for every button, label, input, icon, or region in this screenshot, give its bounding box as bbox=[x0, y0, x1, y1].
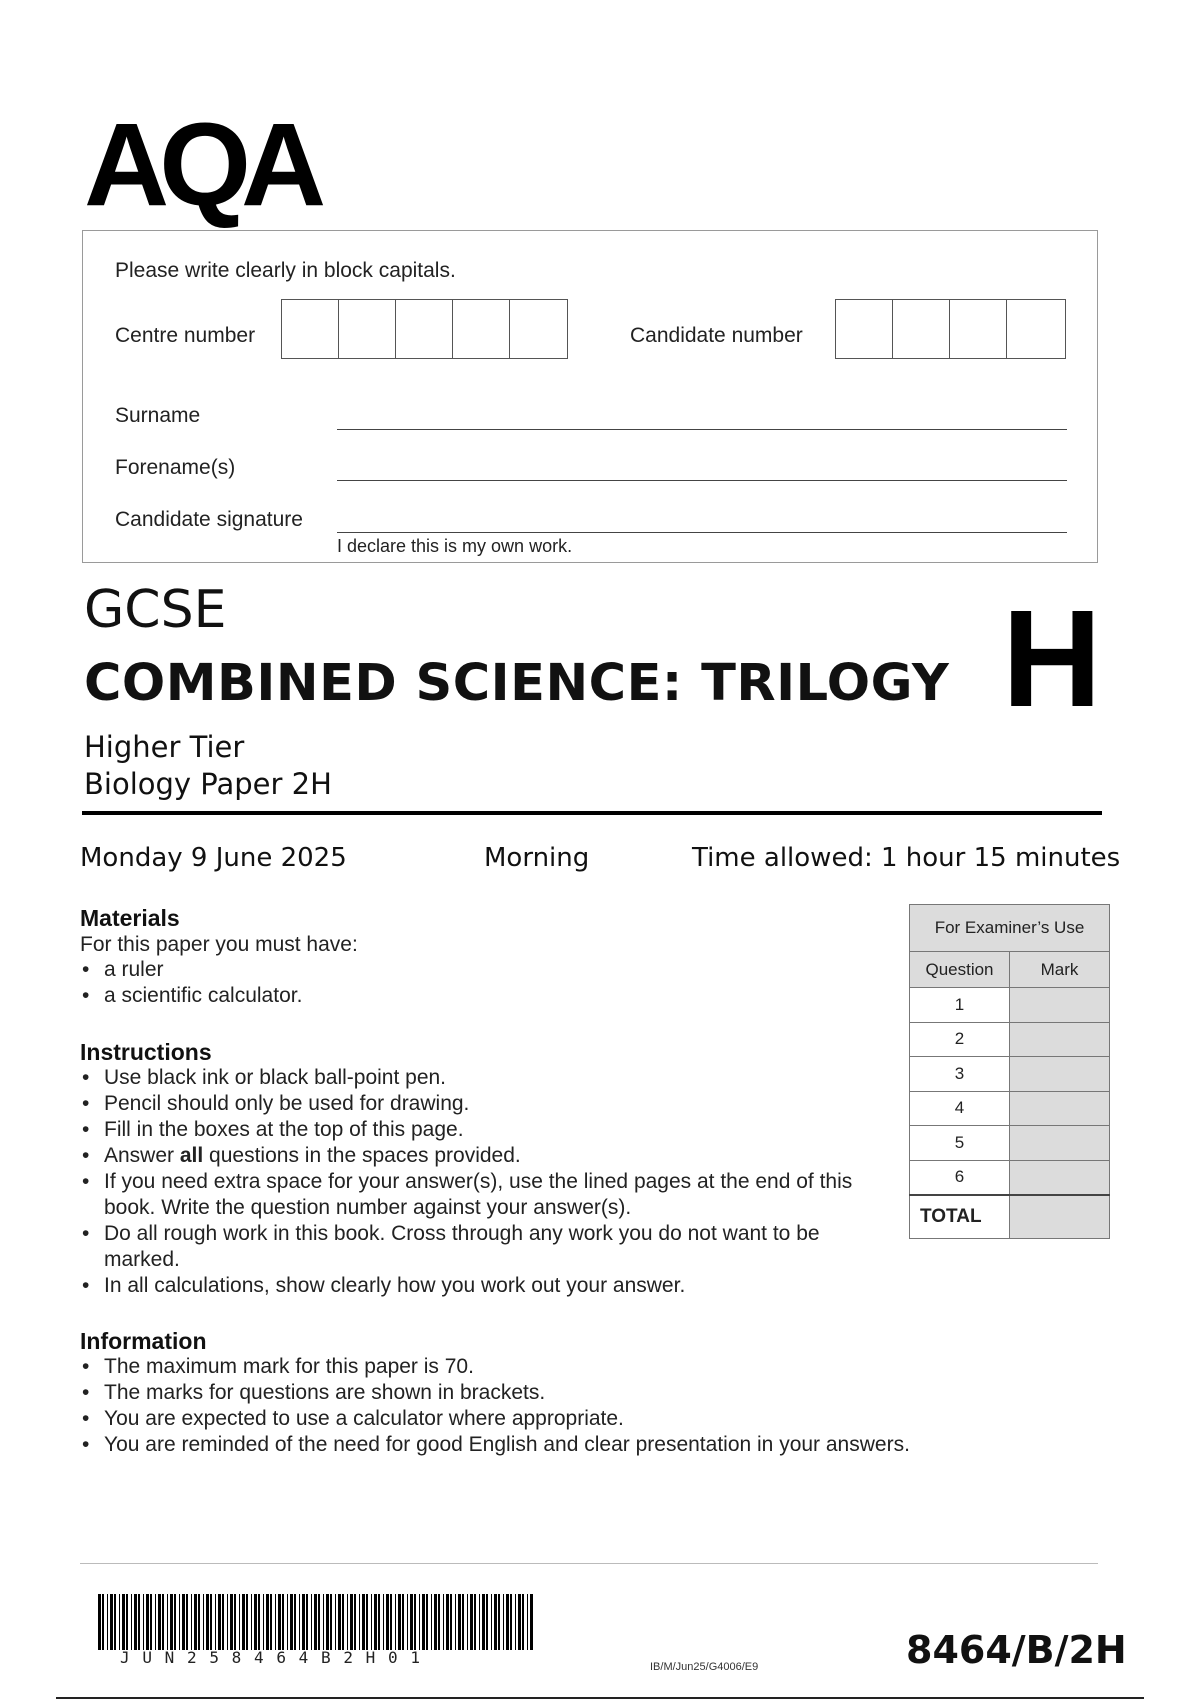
title-divider bbox=[82, 811, 1102, 815]
materials-list bbox=[80, 957, 302, 1009]
block-capitals-instruction: Please write clearly in block capitals. bbox=[115, 259, 456, 282]
table-row bbox=[910, 1057, 1110, 1092]
instructions-heading: Instructions bbox=[80, 1039, 212, 1065]
tier-letter: H bbox=[1002, 582, 1102, 736]
question-column-header: Question bbox=[910, 952, 1010, 988]
list-item: • The maximum mark for this paper is 70. bbox=[80, 1354, 1080, 1380]
candidate-number-boxes bbox=[835, 299, 1066, 359]
exam-date: Monday 9 June 2025 bbox=[80, 843, 347, 873]
list-item: • The marks for questions are shown in brackets. bbox=[80, 1380, 1080, 1406]
document-reference: IB/M/Jun25/G4006/E9 bbox=[650, 1661, 759, 1673]
signature-label: Candidate signature bbox=[115, 508, 303, 531]
list-item: • Use black ink or black ball-point pen. bbox=[80, 1065, 900, 1091]
centre-number-cell[interactable] bbox=[510, 300, 567, 358]
surname-label: Surname bbox=[115, 404, 201, 427]
list-item: • Answer all questions in the spaces provided. bbox=[80, 1143, 900, 1169]
total-row bbox=[910, 1195, 1110, 1239]
question-number: 1 bbox=[910, 988, 1010, 1023]
materials-intro: For this paper you must have: bbox=[80, 933, 358, 956]
subject-title: COMBINED SCIENCE: TRILOGY bbox=[84, 654, 950, 713]
aqa-logo: AQA bbox=[84, 99, 317, 231]
barcode bbox=[98, 1594, 536, 1650]
information-list bbox=[80, 1354, 1080, 1458]
time-allowed: Time allowed: 1 hour 15 minutes bbox=[692, 843, 1121, 873]
information-heading: Information bbox=[80, 1328, 207, 1354]
instructions-list bbox=[80, 1065, 900, 1299]
paper-code: 8464/B/2H bbox=[906, 1628, 1127, 1672]
candidate-details-box bbox=[82, 230, 1098, 563]
footer-divider bbox=[80, 1563, 1098, 1564]
table-row bbox=[910, 988, 1110, 1023]
table-row bbox=[910, 1160, 1110, 1195]
table-row bbox=[910, 1126, 1110, 1161]
candidate-number-cell[interactable] bbox=[950, 300, 1007, 358]
mark-cell[interactable] bbox=[1010, 1091, 1110, 1126]
barcode-text: JUN258464B2H01 bbox=[120, 1648, 433, 1667]
forenames-line[interactable] bbox=[337, 480, 1067, 481]
question-number: 6 bbox=[910, 1160, 1010, 1195]
centre-number-cell[interactable] bbox=[453, 300, 510, 358]
mark-cell[interactable] bbox=[1010, 1126, 1110, 1161]
total-mark-cell[interactable] bbox=[1010, 1195, 1110, 1239]
surname-line[interactable] bbox=[337, 429, 1067, 430]
mark-cell[interactable] bbox=[1010, 1160, 1110, 1195]
materials-heading: Materials bbox=[80, 905, 180, 931]
list-item: • Pencil should only be used for drawing. bbox=[80, 1091, 900, 1117]
mark-cell[interactable] bbox=[1010, 988, 1110, 1023]
list-item: • If you need extra space for your answer(s), use the lined pages at the end of this book. Write the question number against your answer(s). bbox=[80, 1169, 900, 1221]
forenames-label: Forename(s) bbox=[115, 456, 236, 479]
list-item: • a ruler bbox=[80, 957, 302, 983]
list-item: • In all calculations, show clearly how you work out your answer. bbox=[80, 1273, 900, 1299]
candidate-number-cell[interactable] bbox=[1007, 300, 1064, 358]
page-bottom-rule bbox=[56, 1697, 1144, 1699]
signature-line[interactable] bbox=[337, 532, 1067, 533]
table-row bbox=[910, 1022, 1110, 1057]
question-number: 4 bbox=[910, 1091, 1010, 1126]
candidate-number-cell[interactable] bbox=[893, 300, 950, 358]
tier-label: Higher Tier bbox=[84, 730, 245, 764]
list-item: • Fill in the boxes at the top of this page. bbox=[80, 1117, 900, 1143]
list-item: • Do all rough work in this book. Cross through any work you do not want to be marked. bbox=[80, 1221, 900, 1273]
candidate-number-label: Candidate number bbox=[630, 324, 803, 347]
mark-cell[interactable] bbox=[1010, 1022, 1110, 1057]
centre-number-cell[interactable] bbox=[282, 300, 339, 358]
question-number: 2 bbox=[910, 1022, 1010, 1057]
centre-number-label: Centre number bbox=[115, 324, 256, 347]
question-number: 5 bbox=[910, 1126, 1010, 1161]
examiner-use-heading: For Examiner’s Use bbox=[910, 905, 1110, 952]
question-number: 3 bbox=[910, 1057, 1010, 1092]
paper-label: Biology Paper 2H bbox=[84, 767, 332, 801]
table-row bbox=[910, 1091, 1110, 1126]
examiner-use-table bbox=[909, 904, 1110, 1239]
mark-column-header: Mark bbox=[1010, 952, 1110, 988]
mark-cell[interactable] bbox=[1010, 1057, 1110, 1092]
centre-number-cell[interactable] bbox=[396, 300, 453, 358]
centre-number-boxes bbox=[281, 299, 568, 359]
list-item: • You are reminded of the need for good English and clear presentation in your answers. bbox=[80, 1432, 1080, 1458]
exam-session: Morning bbox=[484, 843, 590, 873]
candidate-number-cell[interactable] bbox=[836, 300, 893, 358]
declaration-text: I declare this is my own work. bbox=[337, 536, 573, 556]
centre-number-cell[interactable] bbox=[339, 300, 396, 358]
total-label: TOTAL bbox=[910, 1195, 1010, 1239]
list-item: • a scientific calculator. bbox=[80, 983, 302, 1009]
qualification-title: GCSE bbox=[84, 580, 227, 640]
list-item: • You are expected to use a calculator where appropriate. bbox=[80, 1406, 1080, 1432]
